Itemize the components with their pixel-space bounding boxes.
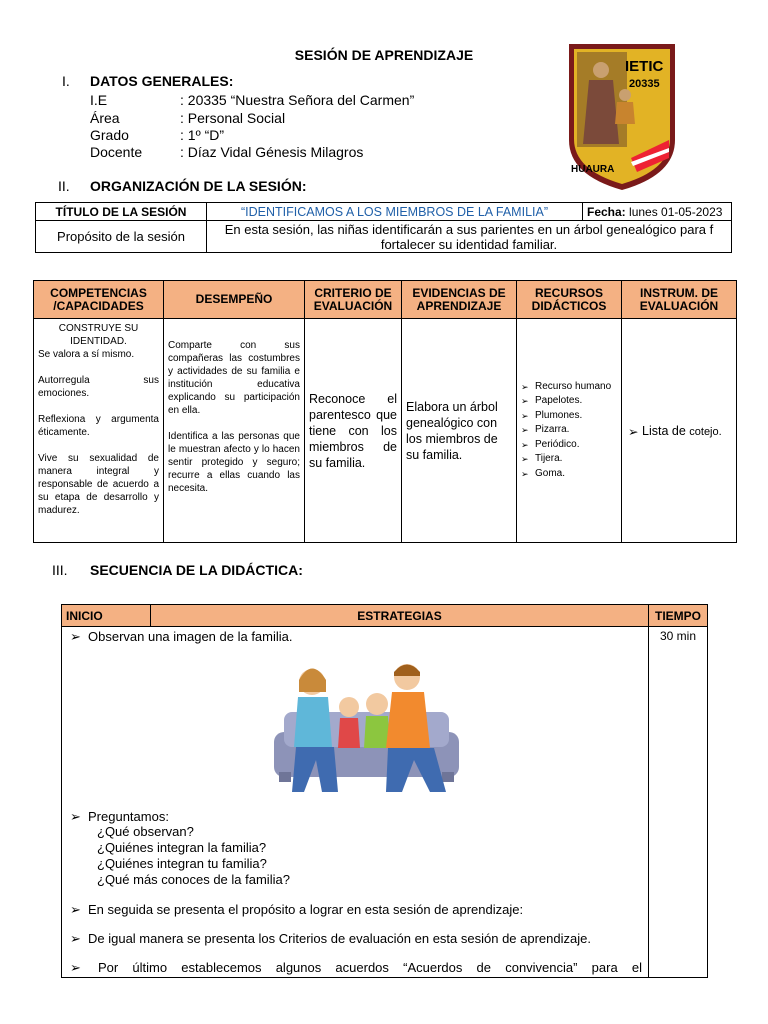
section-3-title: SECUENCIA DE LA DIDÁCTICA: [90, 562, 303, 578]
evidencia-cell: Elabora un árbol genealógico con los miembros de su familia. [402, 319, 517, 543]
pregunta: ¿Quiénes integran la familia? [97, 840, 267, 855]
pregunta: ¿Qué más conoces de la familia? [97, 872, 290, 887]
organizacion-table [35, 202, 732, 253]
recurso-item: ➢ Goma. [521, 467, 617, 482]
tiempo-cell: 30 min [649, 627, 708, 978]
pregunta: ¿Qué observan? [97, 824, 194, 839]
recursos-cell [517, 319, 622, 543]
section-2-title: ORGANIZACIÓN DE LA SESIÓN: [90, 178, 307, 194]
secuencia-table [61, 604, 708, 978]
datos-row-docente: Docente : Díaz Vidal Génesis Milagros [90, 144, 364, 160]
preguntas-list [68, 824, 642, 888]
school-logo [565, 40, 679, 192]
titulo-value: “IDENTIFICAMOS A LOS MIEMBROS DE LA FAMILIA” [207, 203, 583, 221]
estrategia-item: ➢ Preguntamos: [68, 809, 642, 824]
estrategia-item: ➢ En seguida se presenta el propósito a lograr en esta sesión de aprendizaje: [68, 902, 642, 917]
header-criterio: CRITERIO DE EVALUACIÓN [305, 281, 402, 319]
logo-code: 20335 [629, 78, 660, 90]
datos-row-grado: Grado : 1º “D” [90, 127, 225, 143]
header-evidencias: EVIDENCIAS DE APRENDIZAJE [402, 281, 517, 319]
logo-place: HUAURA [571, 164, 615, 175]
proposito-value: En esta sesión, las niñas identificarán a sus parientes en un árbol genealógico para f fortalecer su identidad familiar. [207, 221, 732, 253]
header-estrategias: ESTRATEGIAS [151, 605, 649, 627]
header-desempeno: DESEMPEÑO [164, 281, 305, 319]
page-title: SESIÓN DE APRENDIZAJE [294, 47, 474, 63]
recurso-item: ➢ Papelotes. [521, 394, 617, 409]
section-3-number: III. [52, 562, 68, 578]
instrumento-cell: ➢ Lista de cotejo. [622, 319, 737, 543]
recurso-item: ➢ Tijera. [521, 452, 617, 467]
header-recursos: RECURSOS DIDÁCTICOS [517, 281, 622, 319]
header-inicio: INICIO [62, 605, 151, 627]
estrategia-item: ➢ De igual manera se presenta los Criterios de evaluación en esta sesión de aprendizaje. [68, 931, 642, 946]
header-instrumento: INSTRUM. DE EVALUACIÓN [622, 281, 737, 319]
recurso-item: ➢ Periódico. [521, 438, 617, 453]
proposito-label: Propósito de la sesión [36, 221, 207, 253]
estrategias-cell [62, 627, 649, 978]
titulo-label: TÍTULO DE LA SESIÓN [36, 203, 207, 221]
desempeno-cell: Comparte con sus compañeras las costumbres y actividades de su familia e institución educativa explicando su participación en ella. Identifica a las personas que le muestran afecto y lo hacen sentir protegido y seguro; recurre a ellas cuando las necesita. [164, 319, 305, 543]
family-on-sofa-icon [274, 652, 459, 797]
recurso-item: ➢ Pizarra. [521, 423, 617, 438]
recursos-list [521, 380, 617, 482]
estrategia-item: ➢ Observan una imagen de la familia. [68, 629, 642, 644]
section-1-number: I. [62, 73, 70, 89]
competencias-cell: CONSTRUYE SU IDENTIDAD. Se valora a sí mismo. Autorregula sus emociones. Reflexiona y argumenta éticamente. Vive su sexualidad de manera integral y responsable de acuerdo a su etapa de desarrollo y madurez. [34, 319, 164, 543]
header-competencias: COMPETENCIAS /CAPACIDADES [34, 281, 164, 319]
datos-row-ie: I.E : 20335 “Nuestra Señora del Carmen” [90, 92, 415, 108]
competencias-table [33, 280, 737, 543]
logo-text: IETIC [625, 58, 664, 75]
pregunta: ¿Quiénes integran tu familia? [97, 856, 267, 871]
datos-row-area: Área : Personal Social [90, 110, 286, 126]
header-tiempo: TIEMPO [649, 605, 708, 627]
family-illustration [274, 652, 459, 797]
estrategia-item: ➢ Por último establecemos algunos acuerdos “Acuerdos de convivencia” para el [68, 960, 642, 975]
recurso-item: ➢ Plumones. [521, 409, 617, 424]
criterio-cell: Reconoce el parentesco que tiene con los miembros de su familia. [305, 319, 402, 543]
section-2-number: II. [58, 178, 70, 194]
section-1-title: DATOS GENERALES: [90, 73, 234, 89]
fecha-cell: Fecha: lunes 01-05-2023 [583, 203, 732, 221]
recurso-item: ➢ Recurso humano [521, 380, 617, 395]
